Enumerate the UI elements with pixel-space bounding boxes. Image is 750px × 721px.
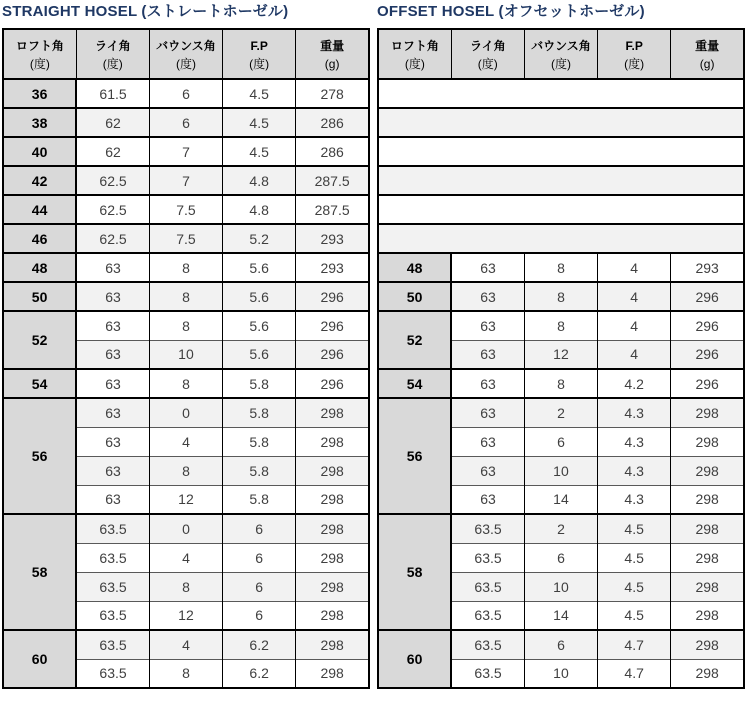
- table-row: [378, 630, 744, 659]
- column-unit: (度): [29, 56, 50, 71]
- lie-angle-cell: 63.5: [76, 630, 149, 659]
- table-row: [378, 369, 744, 398]
- header-row: [378, 29, 744, 79]
- weight-cell: 296: [671, 340, 744, 369]
- fp-cell: 5.8: [223, 427, 296, 456]
- bounce-angle-cell: 2: [524, 398, 597, 427]
- bounce-angle-cell: 8: [524, 253, 597, 282]
- column-header-3: [598, 29, 671, 79]
- table-row: [3, 398, 369, 427]
- bounce-angle-cell: 6: [524, 427, 597, 456]
- lie-angle-cell: 63: [76, 369, 149, 398]
- weight-cell: 298: [671, 630, 744, 659]
- column-header-4: [671, 29, 744, 79]
- bounce-angle-cell: 7: [149, 137, 222, 166]
- table-row: [378, 282, 744, 311]
- fp-cell: 4.8: [223, 166, 296, 195]
- table-row: [3, 253, 369, 282]
- bounce-angle-cell: 6: [524, 543, 597, 572]
- weight-cell: 296: [296, 369, 369, 398]
- loft-cell: 40: [3, 137, 76, 166]
- lie-angle-cell: 63: [451, 311, 524, 340]
- bounce-angle-cell: 8: [149, 253, 222, 282]
- bounce-angle-cell: 7.5: [149, 224, 222, 253]
- lie-angle-cell: 63.5: [451, 543, 524, 572]
- offset-hosel-table: [377, 28, 745, 689]
- bounce-angle-cell: 10: [524, 659, 597, 688]
- fp-cell: 4.5: [598, 514, 671, 543]
- weight-cell: 298: [671, 456, 744, 485]
- lie-angle-cell: 61.5: [76, 79, 149, 108]
- column-header-0: [3, 29, 76, 79]
- column-unit: (g): [324, 56, 340, 71]
- empty-row: [378, 137, 744, 166]
- column-label: 重量: [695, 38, 720, 53]
- weight-cell: 298: [296, 572, 369, 601]
- weight-cell: 296: [296, 282, 369, 311]
- column-label: バウンス角: [531, 38, 591, 53]
- lie-angle-cell: 62.5: [76, 224, 149, 253]
- weight-cell: 298: [671, 601, 744, 630]
- bounce-angle-cell: 4: [149, 427, 222, 456]
- column-unit: (度): [249, 56, 270, 71]
- bounce-angle-cell: 10: [524, 572, 597, 601]
- weight-cell: 298: [671, 398, 744, 427]
- fp-cell: 5.6: [223, 311, 296, 340]
- bounce-angle-cell: 4: [149, 630, 222, 659]
- bounce-angle-cell: 8: [524, 369, 597, 398]
- empty-row: [378, 108, 744, 137]
- fp-cell: 6.2: [223, 659, 296, 688]
- loft-cell: 60: [378, 630, 451, 688]
- fp-cell: 4.3: [598, 456, 671, 485]
- loft-cell: 44: [3, 195, 76, 224]
- fp-cell: 5.6: [223, 340, 296, 369]
- fp-cell: 4: [598, 311, 671, 340]
- bounce-angle-cell: 7: [149, 166, 222, 195]
- straight-hosel-panel: [2, 2, 370, 689]
- bounce-angle-cell: 0: [149, 514, 222, 543]
- weight-cell: 286: [296, 137, 369, 166]
- empty-row: [378, 166, 744, 195]
- weight-cell: 298: [671, 485, 744, 514]
- column-header-0: [378, 29, 451, 79]
- lie-angle-cell: 63.5: [76, 543, 149, 572]
- loft-cell: 54: [378, 369, 451, 398]
- table-row: [3, 195, 369, 224]
- fp-cell: 5.8: [223, 369, 296, 398]
- loft-cell: 48: [378, 253, 451, 282]
- lie-angle-cell: 63.5: [451, 601, 524, 630]
- bounce-angle-cell: 6: [149, 79, 222, 108]
- weight-cell: 296: [296, 340, 369, 369]
- lie-angle-cell: 63: [451, 282, 524, 311]
- lie-angle-cell: 63: [76, 253, 149, 282]
- lie-angle-cell: 63: [451, 253, 524, 282]
- fp-cell: 4.7: [598, 630, 671, 659]
- fp-cell: 5.6: [223, 282, 296, 311]
- lie-angle-cell: 63.5: [76, 659, 149, 688]
- weight-cell: 278: [296, 79, 369, 108]
- straight-hosel-title: STRAIGHT HOSEL (ストレートホーゼル): [2, 3, 289, 20]
- column-header-4: [296, 29, 369, 79]
- column-header-2: [149, 29, 222, 79]
- bounce-angle-cell: 14: [524, 485, 597, 514]
- lie-angle-cell: 63: [76, 282, 149, 311]
- lie-angle-cell: 62.5: [76, 195, 149, 224]
- empty-row: [378, 79, 744, 108]
- table-row: [378, 253, 744, 282]
- lie-angle-cell: 62: [76, 108, 149, 137]
- header-row: [3, 29, 369, 79]
- fp-cell: 6.2: [223, 630, 296, 659]
- lie-angle-cell: 63.5: [451, 572, 524, 601]
- loft-cell: 50: [3, 282, 76, 311]
- loft-cell: 56: [378, 398, 451, 514]
- weight-cell: 293: [671, 253, 744, 282]
- bounce-angle-cell: 0: [149, 398, 222, 427]
- weight-cell: 298: [296, 427, 369, 456]
- weight-cell: 298: [296, 659, 369, 688]
- fp-cell: 4: [598, 340, 671, 369]
- fp-cell: 4: [598, 282, 671, 311]
- column-unit: (度): [404, 56, 425, 71]
- bounce-angle-cell: 2: [524, 514, 597, 543]
- fp-cell: 6: [223, 514, 296, 543]
- table-row: [378, 311, 744, 340]
- empty-row-cell: [378, 195, 744, 224]
- loft-cell: 52: [3, 311, 76, 369]
- table-row: [3, 630, 369, 659]
- empty-row-cell: [378, 137, 744, 166]
- weight-cell: 298: [296, 398, 369, 427]
- lie-angle-cell: 63: [76, 427, 149, 456]
- weight-cell: 298: [671, 543, 744, 572]
- weight-cell: 298: [296, 514, 369, 543]
- table-row: [3, 369, 369, 398]
- bounce-angle-cell: 8: [149, 369, 222, 398]
- loft-cell: 52: [378, 311, 451, 369]
- weight-cell: 287.5: [296, 195, 369, 224]
- fp-cell: 5.2: [223, 224, 296, 253]
- lie-angle-cell: 63: [451, 369, 524, 398]
- lie-angle-cell: 63: [76, 311, 149, 340]
- bounce-angle-cell: 10: [149, 340, 222, 369]
- weight-cell: 286: [296, 108, 369, 137]
- bounce-angle-cell: 12: [149, 485, 222, 514]
- column-unit: (度): [102, 56, 123, 71]
- straight-hosel-table: [2, 28, 370, 689]
- fp-cell: 6: [223, 572, 296, 601]
- fp-cell: 4.5: [223, 137, 296, 166]
- column-label: F.P: [250, 38, 268, 53]
- fp-cell: 4.3: [598, 427, 671, 456]
- table-row: [3, 311, 369, 340]
- lie-angle-cell: 62.5: [76, 166, 149, 195]
- fp-cell: 4.3: [598, 398, 671, 427]
- loft-cell: 38: [3, 108, 76, 137]
- fp-cell: 5.8: [223, 398, 296, 427]
- weight-cell: 296: [296, 311, 369, 340]
- lie-angle-cell: 63: [76, 398, 149, 427]
- weight-cell: 287.5: [296, 166, 369, 195]
- column-label: 重量: [320, 38, 345, 53]
- fp-cell: 5.8: [223, 456, 296, 485]
- bounce-angle-cell: 12: [524, 340, 597, 369]
- empty-row-cell: [378, 108, 744, 137]
- fp-cell: 4.5: [598, 601, 671, 630]
- bounce-angle-cell: 8: [149, 659, 222, 688]
- bounce-angle-cell: 8: [149, 572, 222, 601]
- lie-angle-cell: 62: [76, 137, 149, 166]
- loft-cell: 50: [378, 282, 451, 311]
- fp-cell: 6: [223, 543, 296, 572]
- bounce-angle-cell: 8: [149, 456, 222, 485]
- column-header-3: [223, 29, 296, 79]
- table-row: [3, 282, 369, 311]
- lie-angle-cell: 63: [76, 456, 149, 485]
- bounce-angle-cell: 4: [149, 543, 222, 572]
- table-row: [3, 108, 369, 137]
- lie-angle-cell: 63: [451, 456, 524, 485]
- loft-cell: 48: [3, 253, 76, 282]
- table-row: [3, 137, 369, 166]
- table-row: [3, 79, 369, 108]
- column-unit: (度): [175, 56, 196, 71]
- column-label: ロフト角: [15, 38, 64, 53]
- column-unit: (度): [550, 56, 571, 71]
- weight-cell: 298: [296, 485, 369, 514]
- empty-row-cell: [378, 224, 744, 253]
- fp-cell: 4: [598, 253, 671, 282]
- loft-cell: 58: [378, 514, 451, 630]
- bounce-angle-cell: 8: [524, 311, 597, 340]
- empty-row-cell: [378, 166, 744, 195]
- bounce-angle-cell: 6: [524, 630, 597, 659]
- bounce-angle-cell: 10: [524, 456, 597, 485]
- empty-row: [378, 195, 744, 224]
- weight-cell: 293: [296, 224, 369, 253]
- empty-row-cell: [378, 79, 744, 108]
- bounce-angle-cell: 12: [149, 601, 222, 630]
- column-label: ライ角: [469, 38, 506, 53]
- column-unit: (度): [477, 56, 498, 71]
- lie-angle-cell: 63.5: [76, 572, 149, 601]
- table-row: [378, 514, 744, 543]
- weight-cell: 298: [296, 601, 369, 630]
- bounce-angle-cell: 6: [149, 108, 222, 137]
- fp-cell: 5.6: [223, 253, 296, 282]
- bounce-angle-cell: 8: [524, 282, 597, 311]
- lie-angle-cell: 63: [451, 340, 524, 369]
- bounce-angle-cell: 7.5: [149, 195, 222, 224]
- bounce-angle-cell: 8: [149, 282, 222, 311]
- loft-cell: 46: [3, 224, 76, 253]
- lie-angle-cell: 63.5: [451, 659, 524, 688]
- lie-angle-cell: 63: [451, 398, 524, 427]
- fp-cell: 4.8: [223, 195, 296, 224]
- column-header-1: [451, 29, 524, 79]
- bounce-angle-cell: 14: [524, 601, 597, 630]
- loft-cell: 36: [3, 79, 76, 108]
- loft-cell: 54: [3, 369, 76, 398]
- column-unit: (g): [699, 56, 715, 71]
- weight-cell: 296: [671, 311, 744, 340]
- column-label: バウンス角: [156, 38, 216, 53]
- lie-angle-cell: 63: [76, 485, 149, 514]
- lie-angle-cell: 63.5: [76, 514, 149, 543]
- loft-cell: 60: [3, 630, 76, 688]
- weight-cell: 298: [671, 514, 744, 543]
- fp-cell: 5.8: [223, 485, 296, 514]
- weight-cell: 296: [671, 282, 744, 311]
- weight-cell: 293: [296, 253, 369, 282]
- table-row: [378, 398, 744, 427]
- fp-cell: 4.5: [598, 543, 671, 572]
- weight-cell: 298: [296, 543, 369, 572]
- fp-cell: 4.7: [598, 659, 671, 688]
- fp-cell: 4.2: [598, 369, 671, 398]
- weight-cell: 298: [671, 572, 744, 601]
- lie-angle-cell: 63: [451, 485, 524, 514]
- fp-cell: 4.3: [598, 485, 671, 514]
- loft-cell: 56: [3, 398, 76, 514]
- table-row: [3, 224, 369, 253]
- column-unit: (度): [624, 56, 645, 71]
- column-label: ロフト角: [390, 38, 439, 53]
- bounce-angle-cell: 8: [149, 311, 222, 340]
- column-label: F.P: [625, 38, 643, 53]
- fp-cell: 4.5: [223, 79, 296, 108]
- offset-hosel-panel: [377, 2, 745, 689]
- fp-cell: 4.5: [223, 108, 296, 137]
- lie-angle-cell: 63.5: [451, 630, 524, 659]
- weight-cell: 298: [671, 427, 744, 456]
- weight-cell: 298: [296, 630, 369, 659]
- weight-cell: 296: [671, 369, 744, 398]
- lie-angle-cell: 63.5: [451, 514, 524, 543]
- fp-cell: 6: [223, 601, 296, 630]
- empty-row: [378, 224, 744, 253]
- fp-cell: 4.5: [598, 572, 671, 601]
- lie-angle-cell: 63: [76, 340, 149, 369]
- offset-hosel-title: OFFSET HOSEL (オフセットホーゼル): [377, 3, 645, 20]
- lie-angle-cell: 63.5: [76, 601, 149, 630]
- lie-angle-cell: 63: [451, 427, 524, 456]
- column-label: ライ角: [94, 38, 131, 53]
- loft-cell: 58: [3, 514, 76, 630]
- table-row: [3, 514, 369, 543]
- table-row: [3, 166, 369, 195]
- loft-cell: 42: [3, 166, 76, 195]
- weight-cell: 298: [671, 659, 744, 688]
- column-header-1: [76, 29, 149, 79]
- column-header-2: [524, 29, 597, 79]
- weight-cell: 298: [296, 456, 369, 485]
